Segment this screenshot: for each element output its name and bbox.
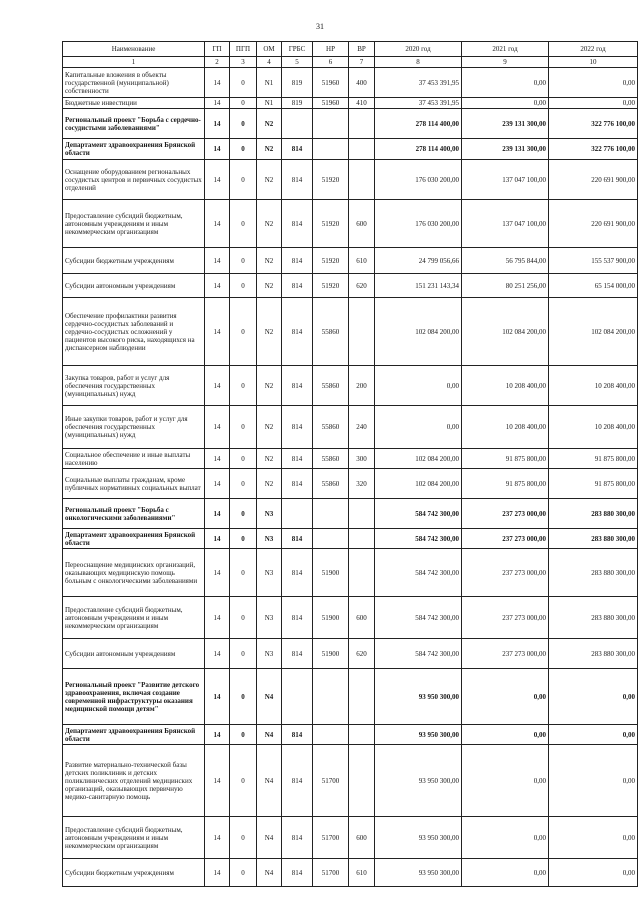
- row-gp-cell: 14: [205, 406, 230, 449]
- row-vr-cell: 620: [349, 639, 375, 669]
- row-2021-cell: 137 047 100,00: [462, 200, 549, 248]
- table-row: [63, 859, 638, 887]
- row-2020-cell: 584 742 300,00: [375, 639, 462, 669]
- col-header-nr: НР: [313, 42, 349, 57]
- row-vr-cell: 410: [349, 98, 375, 109]
- table-row: [63, 160, 638, 200]
- row-gp-cell: 14: [205, 499, 230, 529]
- row-nr-cell: 51920: [313, 274, 349, 298]
- row-vr-cell: [349, 529, 375, 549]
- row-pgp-cell: 0: [230, 859, 257, 887]
- row-nr-cell: 51900: [313, 639, 349, 669]
- row-2022-cell: 91 875 800,00: [549, 449, 638, 469]
- row-2020-cell: 584 742 300,00: [375, 597, 462, 639]
- row-name-cell: Социальное обеспечение и иные выплаты населению: [63, 449, 205, 469]
- row-2021-cell: 0,00: [462, 817, 549, 859]
- row-2021-cell: 0,00: [462, 725, 549, 745]
- row-gp-cell: 14: [205, 109, 230, 139]
- row-grbs-cell: 819: [282, 98, 313, 109]
- row-2022-cell: 322 776 100,00: [549, 139, 638, 160]
- row-2020-cell: 0,00: [375, 406, 462, 449]
- row-2020-cell: 176 030 200,00: [375, 200, 462, 248]
- row-gp-cell: 14: [205, 160, 230, 200]
- row-nr-cell: 55860: [313, 366, 349, 406]
- row-grbs-cell: 814: [282, 817, 313, 859]
- row-2022-cell: 102 084 200,00: [549, 298, 638, 366]
- row-2020-cell: 93 950 300,00: [375, 725, 462, 745]
- row-pgp-cell: 0: [230, 98, 257, 109]
- row-2022-cell: 65 154 000,00: [549, 274, 638, 298]
- row-2020-cell: 24 799 056,66: [375, 248, 462, 274]
- row-grbs-cell: 819: [282, 68, 313, 98]
- table-body: [63, 68, 638, 887]
- row-name-cell: Департамент здравоохранения Брянской области: [63, 725, 205, 745]
- row-gp-cell: 14: [205, 597, 230, 639]
- row-2022-cell: 283 880 300,00: [549, 499, 638, 529]
- row-2020-cell: 584 742 300,00: [375, 499, 462, 529]
- row-name-cell: Оснащение оборудованием региональных сосудистых центров и первичных сосудистых отделений: [63, 160, 205, 200]
- row-2022-cell: 0,00: [549, 68, 638, 98]
- column-number-row: [63, 57, 638, 68]
- row-gp-cell: 14: [205, 817, 230, 859]
- col-number: 10: [549, 57, 638, 68]
- table-row: [63, 639, 638, 669]
- col-header-gp: ГП: [205, 42, 230, 57]
- row-2022-cell: 155 537 900,00: [549, 248, 638, 274]
- row-gp-cell: 14: [205, 298, 230, 366]
- col-header-pgp: ПГП: [230, 42, 257, 57]
- row-grbs-cell: 814: [282, 725, 313, 745]
- row-name-cell: Предоставление субсидий бюджетным, автономным учреждениям и иным некоммерческим организациям: [63, 200, 205, 248]
- row-vr-cell: 600: [349, 597, 375, 639]
- row-2021-cell: 91 875 800,00: [462, 449, 549, 469]
- row-pgp-cell: 0: [230, 817, 257, 859]
- row-nr-cell: 51700: [313, 745, 349, 817]
- row-pgp-cell: 0: [230, 298, 257, 366]
- row-pgp-cell: 0: [230, 248, 257, 274]
- table-row: [63, 68, 638, 98]
- row-gp-cell: 14: [205, 725, 230, 745]
- row-om-cell: N2: [257, 274, 282, 298]
- row-grbs-cell: 814: [282, 200, 313, 248]
- row-pgp-cell: 0: [230, 406, 257, 449]
- row-grbs-cell: 814: [282, 449, 313, 469]
- row-gp-cell: 14: [205, 274, 230, 298]
- row-nr-cell: 51920: [313, 200, 349, 248]
- col-header-2021: 2021 год: [462, 42, 549, 57]
- row-vr-cell: 620: [349, 274, 375, 298]
- row-grbs-cell: [282, 669, 313, 725]
- table-row: [63, 274, 638, 298]
- row-grbs-cell: 814: [282, 469, 313, 499]
- col-number: 5: [282, 57, 313, 68]
- row-2021-cell: 237 273 000,00: [462, 639, 549, 669]
- row-2022-cell: 0,00: [549, 859, 638, 887]
- row-grbs-cell: 814: [282, 366, 313, 406]
- row-2020-cell: 278 114 400,00: [375, 139, 462, 160]
- row-nr-cell: 51920: [313, 248, 349, 274]
- row-2021-cell: 237 273 000,00: [462, 529, 549, 549]
- row-2022-cell: 10 208 400,00: [549, 366, 638, 406]
- row-om-cell: N3: [257, 639, 282, 669]
- row-pgp-cell: 0: [230, 274, 257, 298]
- row-grbs-cell: 814: [282, 248, 313, 274]
- row-grbs-cell: 814: [282, 549, 313, 597]
- row-grbs-cell: 814: [282, 274, 313, 298]
- col-header-grbs: ГРБС: [282, 42, 313, 57]
- col-number: 7: [349, 57, 375, 68]
- table-row: [63, 200, 638, 248]
- row-2021-cell: 237 273 000,00: [462, 597, 549, 639]
- row-nr-cell: 51900: [313, 597, 349, 639]
- row-2021-cell: 0,00: [462, 745, 549, 817]
- table-row: [63, 366, 638, 406]
- row-gp-cell: 14: [205, 449, 230, 469]
- row-pgp-cell: 0: [230, 597, 257, 639]
- row-2022-cell: 220 691 900,00: [549, 160, 638, 200]
- table-row: [63, 529, 638, 549]
- row-gp-cell: 14: [205, 639, 230, 669]
- table-row: [63, 298, 638, 366]
- row-nr-cell: 55860: [313, 298, 349, 366]
- table-row: [63, 248, 638, 274]
- row-pgp-cell: 0: [230, 469, 257, 499]
- row-vr-cell: [349, 669, 375, 725]
- row-gp-cell: 14: [205, 529, 230, 549]
- col-header-name: Наименование: [63, 42, 205, 57]
- page-number: 31: [316, 22, 324, 31]
- col-header-2020: 2020 год: [375, 42, 462, 57]
- table-row: [63, 98, 638, 109]
- budget-table: [62, 41, 638, 887]
- row-pgp-cell: 0: [230, 529, 257, 549]
- table-row: [63, 406, 638, 449]
- row-nr-cell: 51700: [313, 817, 349, 859]
- row-om-cell: N3: [257, 549, 282, 597]
- table-row: [63, 669, 638, 725]
- row-vr-cell: 240: [349, 406, 375, 449]
- row-grbs-cell: [282, 499, 313, 529]
- row-om-cell: N3: [257, 499, 282, 529]
- row-2022-cell: 0,00: [549, 669, 638, 725]
- row-2021-cell: 10 208 400,00: [462, 366, 549, 406]
- row-om-cell: N2: [257, 200, 282, 248]
- row-om-cell: N3: [257, 597, 282, 639]
- row-om-cell: N2: [257, 248, 282, 274]
- row-name-cell: Обеспечение профилактики развития сердечно-сосудистых заболеваний и сердечно-сосудистых осложнений у пациентов высокого риска, находящихся на диспансерном наблюдении: [63, 298, 205, 366]
- row-vr-cell: 400: [349, 68, 375, 98]
- col-header-2022: 2022 год: [549, 42, 638, 57]
- row-om-cell: N4: [257, 669, 282, 725]
- row-vr-cell: 600: [349, 200, 375, 248]
- row-2020-cell: 584 742 300,00: [375, 549, 462, 597]
- row-om-cell: N2: [257, 139, 282, 160]
- row-2021-cell: 239 131 300,00: [462, 109, 549, 139]
- row-2020-cell: 93 950 300,00: [375, 859, 462, 887]
- row-2020-cell: 102 084 200,00: [375, 298, 462, 366]
- row-pgp-cell: 0: [230, 109, 257, 139]
- row-gp-cell: 14: [205, 98, 230, 109]
- table-row: [63, 597, 638, 639]
- row-nr-cell: [313, 139, 349, 160]
- row-om-cell: N2: [257, 449, 282, 469]
- row-2022-cell: 283 880 300,00: [549, 549, 638, 597]
- table-row: [63, 109, 638, 139]
- row-vr-cell: 600: [349, 817, 375, 859]
- row-2022-cell: 220 691 900,00: [549, 200, 638, 248]
- row-name-cell: Региональный проект "Борьба с сердечно-сосудистыми заболеваниями": [63, 109, 205, 139]
- row-name-cell: Развитие материально-технической базы детских поликлиник и детских поликлинических отделений медицинских организаций, оказывающих первичную медико-санитарную помощь: [63, 745, 205, 817]
- table-row: [63, 817, 638, 859]
- row-pgp-cell: 0: [230, 139, 257, 160]
- row-pgp-cell: 0: [230, 200, 257, 248]
- row-om-cell: N2: [257, 298, 282, 366]
- row-nr-cell: 55860: [313, 449, 349, 469]
- row-nr-cell: [313, 109, 349, 139]
- row-2021-cell: 80 251 256,00: [462, 274, 549, 298]
- row-gp-cell: 14: [205, 745, 230, 817]
- row-2020-cell: 93 950 300,00: [375, 817, 462, 859]
- row-nr-cell: 51960: [313, 68, 349, 98]
- row-name-cell: Социальные выплаты гражданам, кроме публичных нормативных социальных выплат: [63, 469, 205, 499]
- row-vr-cell: [349, 139, 375, 160]
- row-2022-cell: 0,00: [549, 98, 638, 109]
- row-om-cell: N4: [257, 745, 282, 817]
- row-nr-cell: 55860: [313, 469, 349, 499]
- row-2022-cell: 10 208 400,00: [549, 406, 638, 449]
- row-vr-cell: [349, 298, 375, 366]
- row-vr-cell: 300: [349, 449, 375, 469]
- row-2022-cell: 0,00: [549, 745, 638, 817]
- row-name-cell: Региональный проект "Борьба с онкологическими заболеваниями": [63, 499, 205, 529]
- row-grbs-cell: 814: [282, 298, 313, 366]
- row-name-cell: Субсидии автономным учреждениям: [63, 274, 205, 298]
- row-om-cell: N3: [257, 529, 282, 549]
- row-gp-cell: 14: [205, 669, 230, 725]
- row-gp-cell: 14: [205, 139, 230, 160]
- row-name-cell: Региональный проект "Развитие детского здравоохранения, включая создание современной инфраструктуры оказания медицинской помощи детям": [63, 669, 205, 725]
- row-2022-cell: 322 776 100,00: [549, 109, 638, 139]
- row-nr-cell: [313, 725, 349, 745]
- row-name-cell: Переоснащение медицинских организаций, оказывающих медицинскую помощь больным с онкологическими заболеваниями: [63, 549, 205, 597]
- row-om-cell: N2: [257, 366, 282, 406]
- row-name-cell: Субсидии бюджетным учреждениям: [63, 248, 205, 274]
- row-2020-cell: 93 950 300,00: [375, 669, 462, 725]
- table-row: [63, 549, 638, 597]
- table-row: [63, 469, 638, 499]
- row-nr-cell: [313, 669, 349, 725]
- row-om-cell: N1: [257, 68, 282, 98]
- row-pgp-cell: 0: [230, 639, 257, 669]
- table-row: [63, 449, 638, 469]
- row-2022-cell: 0,00: [549, 725, 638, 745]
- row-2021-cell: 0,00: [462, 859, 549, 887]
- row-gp-cell: 14: [205, 366, 230, 406]
- row-name-cell: Департамент здравоохранения Брянской области: [63, 529, 205, 549]
- row-om-cell: N4: [257, 817, 282, 859]
- row-name-cell: Бюджетные инвестиции: [63, 98, 205, 109]
- row-vr-cell: [349, 109, 375, 139]
- row-2022-cell: 283 880 300,00: [549, 597, 638, 639]
- row-om-cell: N2: [257, 406, 282, 449]
- row-pgp-cell: 0: [230, 669, 257, 725]
- col-number: 9: [462, 57, 549, 68]
- row-name-cell: Предоставление субсидий бюджетным, автономным учреждениям и иным некоммерческим организациям: [63, 817, 205, 859]
- row-name-cell: Иные закупки товаров, работ и услуг для обеспечения государственных (муниципальных) нужд: [63, 406, 205, 449]
- row-name-cell: Капитальные вложения в объекты государственной (муниципальной) собственности: [63, 68, 205, 98]
- row-vr-cell: [349, 725, 375, 745]
- row-name-cell: Предоставление субсидий бюджетным, автономным учреждениям и иным некоммерческим организациям: [63, 597, 205, 639]
- col-header-om: ОМ: [257, 42, 282, 57]
- row-2020-cell: 584 742 300,00: [375, 529, 462, 549]
- row-gp-cell: 14: [205, 469, 230, 499]
- row-vr-cell: 610: [349, 859, 375, 887]
- row-grbs-cell: 814: [282, 639, 313, 669]
- row-om-cell: N2: [257, 109, 282, 139]
- row-grbs-cell: 814: [282, 139, 313, 160]
- row-2022-cell: 91 875 800,00: [549, 469, 638, 499]
- row-2020-cell: 0,00: [375, 366, 462, 406]
- row-2022-cell: 0,00: [549, 817, 638, 859]
- row-nr-cell: [313, 499, 349, 529]
- row-name-cell: Субсидии бюджетным учреждениям: [63, 859, 205, 887]
- row-gp-cell: 14: [205, 68, 230, 98]
- row-2021-cell: 91 875 800,00: [462, 469, 549, 499]
- row-pgp-cell: 0: [230, 499, 257, 529]
- row-nr-cell: 51700: [313, 859, 349, 887]
- col-number: 1: [63, 57, 205, 68]
- row-pgp-cell: 0: [230, 160, 257, 200]
- row-2020-cell: 151 231 143,34: [375, 274, 462, 298]
- row-2020-cell: 102 084 200,00: [375, 469, 462, 499]
- row-vr-cell: 610: [349, 248, 375, 274]
- row-pgp-cell: 0: [230, 68, 257, 98]
- row-2020-cell: 278 114 400,00: [375, 109, 462, 139]
- row-om-cell: N4: [257, 859, 282, 887]
- row-2021-cell: 56 795 844,00: [462, 248, 549, 274]
- row-grbs-cell: 814: [282, 597, 313, 639]
- row-2021-cell: 102 084 200,00: [462, 298, 549, 366]
- row-2020-cell: 93 950 300,00: [375, 745, 462, 817]
- col-number: 2: [205, 57, 230, 68]
- row-vr-cell: 320: [349, 469, 375, 499]
- row-2021-cell: 10 208 400,00: [462, 406, 549, 449]
- row-vr-cell: [349, 160, 375, 200]
- row-grbs-cell: [282, 109, 313, 139]
- row-gp-cell: 14: [205, 549, 230, 597]
- row-2022-cell: 283 880 300,00: [549, 529, 638, 549]
- row-2021-cell: 0,00: [462, 98, 549, 109]
- col-header-vr: ВР: [349, 42, 375, 57]
- row-name-cell: Закупка товаров, работ и услуг для обеспечения государственных (муниципальных) нужд: [63, 366, 205, 406]
- header-row: [63, 42, 638, 57]
- row-gp-cell: 14: [205, 200, 230, 248]
- row-grbs-cell: 814: [282, 406, 313, 449]
- col-number: 6: [313, 57, 349, 68]
- row-gp-cell: 14: [205, 248, 230, 274]
- row-2021-cell: 137 047 100,00: [462, 160, 549, 200]
- row-nr-cell: [313, 529, 349, 549]
- row-2020-cell: 176 030 200,00: [375, 160, 462, 200]
- row-om-cell: N2: [257, 160, 282, 200]
- row-nr-cell: 51920: [313, 160, 349, 200]
- row-om-cell: N4: [257, 725, 282, 745]
- row-vr-cell: [349, 745, 375, 817]
- row-grbs-cell: 814: [282, 160, 313, 200]
- row-2020-cell: 37 453 391,95: [375, 68, 462, 98]
- row-om-cell: N2: [257, 469, 282, 499]
- row-2021-cell: 0,00: [462, 669, 549, 725]
- row-pgp-cell: 0: [230, 366, 257, 406]
- row-nr-cell: 55860: [313, 406, 349, 449]
- row-grbs-cell: 814: [282, 745, 313, 817]
- row-nr-cell: 51960: [313, 98, 349, 109]
- row-vr-cell: [349, 499, 375, 529]
- row-2020-cell: 102 084 200,00: [375, 449, 462, 469]
- row-2022-cell: 283 880 300,00: [549, 639, 638, 669]
- table-row: [63, 745, 638, 817]
- row-2021-cell: 0,00: [462, 68, 549, 98]
- row-pgp-cell: 0: [230, 745, 257, 817]
- col-number: 4: [257, 57, 282, 68]
- row-2021-cell: 237 273 000,00: [462, 549, 549, 597]
- row-vr-cell: 200: [349, 366, 375, 406]
- row-nr-cell: 51900: [313, 549, 349, 597]
- row-pgp-cell: 0: [230, 449, 257, 469]
- row-2021-cell: 237 273 000,00: [462, 499, 549, 529]
- row-pgp-cell: 0: [230, 725, 257, 745]
- row-gp-cell: 14: [205, 859, 230, 887]
- table-row: [63, 725, 638, 745]
- row-name-cell: Департамент здравоохранения Брянской области: [63, 139, 205, 160]
- table-row: [63, 499, 638, 529]
- row-vr-cell: [349, 549, 375, 597]
- row-grbs-cell: 814: [282, 859, 313, 887]
- col-number: 8: [375, 57, 462, 68]
- row-grbs-cell: 814: [282, 529, 313, 549]
- table-row: [63, 139, 638, 160]
- row-2020-cell: 37 453 391,95: [375, 98, 462, 109]
- row-pgp-cell: 0: [230, 549, 257, 597]
- col-number: 3: [230, 57, 257, 68]
- row-2021-cell: 239 131 300,00: [462, 139, 549, 160]
- row-om-cell: N1: [257, 98, 282, 109]
- row-name-cell: Субсидии автономным учреждениям: [63, 639, 205, 669]
